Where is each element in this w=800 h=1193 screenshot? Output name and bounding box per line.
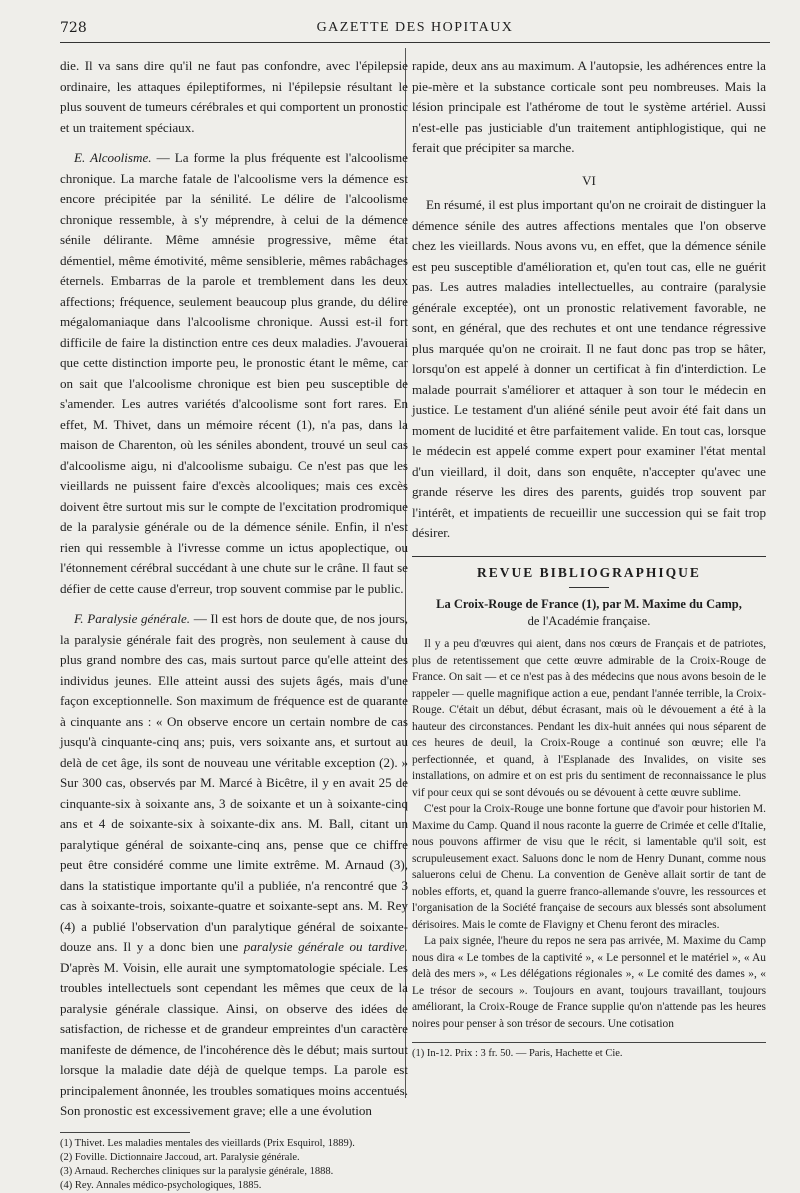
review-paragraph-2: C'est pour la Croix-Rouge une bonne fortune que d'avoir pour historien M. Maxime du Camp. Quand il nous raconte la guerre de Crimée et celle d'Italie, nous pouvons affirmer de visu que le récit, si lamentable qu'il soit, est scrupuleusement exact. Saluons donc le nom de Henry Dunant, comme nous saluerons celui de Chenu. La convention de Genève allait sortir de tant de nobles efforts, et, quand la guerre franco-allemande s'ouvre, les ressources et l'organisation de la Société française de secours aux blessés sont absolument dérisoires. Mais le comte de Flavigny et Chenu feront des miracles.: [412, 803, 766, 931]
footnote-3: (3) Arnaud. Recherches cliniques sur la paralysie générale, 1888.: [60, 1165, 334, 1177]
paragraph-resume: En résumé, il est plus important qu'on ne croirait de distinguer la démence sénile des autres affections mentales que l'on observe chez les vieillards. Nous avons vu, en effet, que la démence sénile est peu susceptible d'amélioration et, qu'en tout cas, elle ne guérit pas. Les autres maladies intellectuelles, au contraire (paralysie générale exceptée), ont un pronostic relativement favorable, ne sont, en général, que des rechutes et ont une tendance régressive plus marquée qu'on ne croirait. Il ne faut donc pas trop se hâter, lorsqu'on est appelé à donner un certificat à fin d'interdiction. Le malade pourrait s'améliorer et attaquer à son tour le médecin en justice. Le testament d'un aliéné sénile peut avoir été fait dans un moment de lucidité et être parfaitement valide. En tout cas, lorsque le médecin est appelé comme expert pour examiner l'état mental d'un vieillard, il doit, dans son enquête, n'accepter qu'avec une grande réserve les dires des parents, guidés trop souvent par l'intérêt, et impatients de recueillir une succession qui se fait trop désirer.: [412, 197, 766, 540]
page-number: 728: [60, 20, 87, 36]
section-paralysie: [60, 609, 408, 1122]
footnote-1: (1) Thivet. Les maladies mentales des vieillards (Prix Esquirol, 1889).: [60, 1137, 355, 1149]
review-footnote: (1) In-12. Prix : 3 fr. 50. — Paris, Hachette et Cie.: [412, 1048, 623, 1059]
review-separator: [569, 587, 609, 588]
section-text-paralysie-a: — Il est hors de doute que, de nos jours, la paralysie générale fait des progrès, non seulement à cause du plus grand nombre des cas, mais surtout parce qu'elle atteint des individus jeunes. Elle atteint aussi des sujets âgés, mais d'une façon exceptionnelle. Son maximum de fréquence est de quarante à cinquante ans : « On observe encore un certain nombre de cas jusqu'à cinquante-cinq ans; puis, vers soixante ans, et surtout au delà de cet âge, ils sont de nouveau une véritable exception (2). » Sur 300 cas, observés par M. Marcé à Bicêtre, il y en avait 25 de cinquante-six à soixante ans, 3 de soixante et un à soixante-cinq ans et 4 de soixante-six à soixante-dix ans. M. Ball, citant un paralytique général de soixante-cinq ans, pense que ce chiffre peut être considéré comme une limite extrême. M. Arnaud (3), dans la statistique importante qu'il a publiée, n'a rencontré que 3 cas à soixante-trois, soixante-quatre et soixante-sept ans. M. Rey (4) a publié l'observation d'un paralytique général de soixante-douze ans. Il y a donc bien une: [60, 611, 408, 954]
book-title: La Croix-Rouge de France (1), par M. Maxime du Camp,: [436, 597, 742, 611]
section-label-paralysie: F. Paralysie générale.: [74, 611, 191, 626]
footnote-4: (4) Rey. Annales médico-psychologiques, 1885.: [60, 1179, 262, 1191]
section-italic-paralysie: paralysie générale ou tardive.: [243, 939, 408, 954]
section-text-paralysie-b: D'après M. Voisin, elle aurait une symptomatologie spéciale. Les troubles intellectuels sont cependant les mêmes que ceux de la paralysie générale classique. Ainsi, on observe des idées de satisfaction, de richesse et de grandeur empreintes d'un caractère manifeste de démence, de l'incohérence dès le début; mais surtout lorsque la maladie date déjà de quelque temps. La parole est principalement ânonnée, les troubles somatiques moins accentués. Son pronostic est excessivement grave; elle a une évolution: [60, 959, 408, 1118]
review-heading: REVUE BIBLIOGRAPHIQUE: [412, 556, 766, 584]
review-book-title: [412, 596, 766, 613]
page-header: [60, 20, 770, 43]
paragraph-paralysie-end: rapide, deux ans au maximum. A l'autopsie, les adhérences entre la pie-mère et la substance corticale sont peu nombreuses. Mais la lésion principale est l'athérome de tout le système artériel. Aussi n'est-elle pas justiciable d'un traitement antiphlogistique, qui ne ferait que précipiter sa marche.: [412, 58, 766, 155]
paragraph-epilepsy-end: die. Il va sans dire qu'il ne faut pas confondre, avec l'épilepsie ordinaire, les attaques épileptiformes, ni l'épilepsie résultant le plus souvent de tumeurs cérébrales et qui comportent un pronostic et un traitement spéciaux.: [60, 58, 408, 135]
review-paragraph-3: La paix signée, l'heure du repos ne sera pas arrivée, M. Maxime du Camp nous dira « Le tombes de la captivité », « Le personnel et le matériel », « Au delà des mers », « Les délégations régionales », « Le comité des dames », « Le trésor de secours ». Toujours en avant, toujours travaillant, toujours améliorant, la Croix-Rouge de France supplie qu'on n'attende pas les heures noires pour penser à son trésor de secours. Une cotisation: [412, 935, 766, 1030]
section-number-vi: VI: [582, 172, 596, 188]
footnote-rule: [60, 1132, 190, 1133]
review-footnote-rule: [412, 1042, 766, 1043]
section-label-alcoolisme: E. Alcoolisme.: [74, 150, 152, 165]
section-alcoolisme: [60, 148, 408, 599]
running-title: GAZETTE DES HOPITAUX: [316, 20, 514, 35]
review-body: [412, 636, 766, 1032]
right-column: [412, 56, 766, 1061]
left-column: [60, 56, 408, 1193]
footnote-2: (2) Foville. Dictionnaire Jaccoud, art. Paralysie générale.: [60, 1151, 300, 1163]
review-paragraph-1: Il y a peu d'œuvres qui aient, dans nos cœurs de Français et de patriotes, plus de retentissement que cette œuvre admirable de la Croix-Rouge de France. On sait — et ce n'est pas à des médecins que nous avons besoin de le rappeler — quelle magnifique action a eue, pendant l'année terrible, la Croix-Rouge. C'était un début, début écrasant, mais où le dévouement a été à la hauteur des circonstances. Pendant les dix-huit années qui nous séparent de ces heures de deuil, la Croix-Rouge a continué son œuvre; elle l'a perfectionnée, et quand, à l'Esplanade des Invalides, on visite ses installations, on admire et on est pris du sentiment de reconnaissance le plus vif pour ceux qui se sont dévoués ou se dévouent à cette œuvre sublime.: [412, 638, 766, 799]
review-book-subtitle: de l'Académie française.: [527, 614, 651, 628]
section-text-alcoolisme: — La forme la plus fréquente est l'alcoolisme chronique. La marche fatale de l'alcoolisme vers la démence est encore précipitée par la sénilité. Le délire de l'alcoolisme chronique ressemble, à s'y méprendre, à celui de la démence sénile délirante. Même amnésie progressive, même état démentiel, même émotivité, même sensiblerie, mêmes rabâchages éternels. Embarras de la parole et tremblement dans les deux affections; fréquence, seulement beaucoup plus grande, du délire mégalomaniaque dans l'alcoolisme chronique. Aussi est-il fort difficile de faire la distinction entre ces deux maladies. J'avouerai que cette distinction importe peu, le pronostic étant le même, car on sait que l'alcoolisme chronique est bien peu susceptible de s'amender. Les autres variétés d'alcoolisme sont fort rares. En effet, M. Thivet, dans un mémoire récent (1), n'a pas, dans la maison de Charenton, où les séniles abondent, trouvé un seul cas d'alcoolisme aigu, ni d'alcoolisme subaigu. Ce n'est pas que les vieillards ne puissent faire d'excès alcooliques; mais ces excès doivent être surtout mis sur le compte de l'excitation prodromique de la paralysie générale ou de la démence sénile. Enfin, il n'est rien qui ressemble à l'ivresse comme un ictus apoplectique, ou l'étonnement cérébral succédant à une chute sur le crâne. Il faut se défier de cette cause d'erreur, trop souvent commise par le public.: [60, 150, 408, 596]
